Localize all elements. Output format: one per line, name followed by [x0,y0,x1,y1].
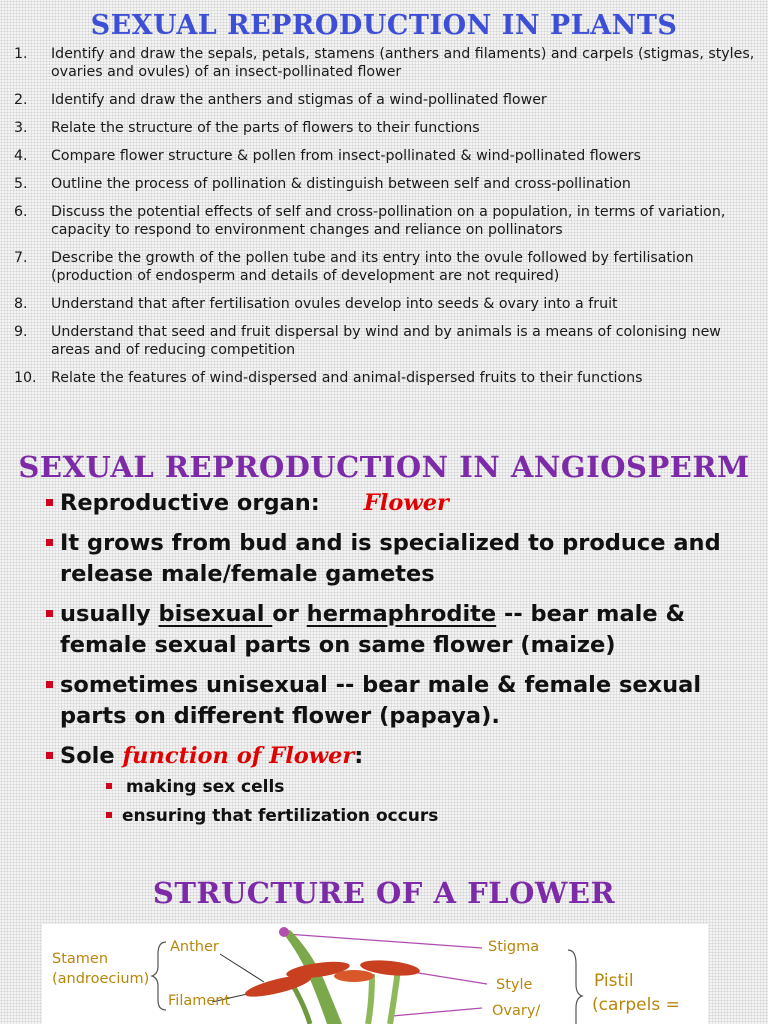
bullet-grows-from-bud [44,528,744,590]
function-term: function of Flower [122,743,355,769]
stigma-pointer [286,934,482,948]
bullet-text: It grows from bud and is specialized to produce and release male/female gametes [60,530,721,587]
list-item [14,369,759,387]
bullet-sole-function [44,741,744,772]
item-text: Relate the structure of the parts of flowers to their functions [51,120,480,136]
bullet-bisexual [44,599,744,661]
section-title-angiosperm: SEXUAL REPRODUCTION IN ANGIOSPERM [18,450,750,484]
list-item [14,119,759,137]
list-item [14,45,759,81]
angiosperm-bullets [44,488,744,834]
item-text: Outline the process of pollination & distinguish between self and cross-pollination [51,176,631,192]
label-ovary: Ovary/ [492,1003,541,1019]
item-number: 6. [14,204,28,220]
sub-bullet-fertilization [102,805,744,827]
bullet-label: Reproductive organ: [60,490,320,516]
bullet-text-post: -- bear male & female sexual parts on same flower (maize) [60,601,686,658]
label-stamen: Stamen [52,951,109,967]
filament-shape [368,974,372,1024]
item-number: 8. [14,296,28,312]
bullet-reproductive-organ [44,488,744,519]
anther-pointer [220,954,264,982]
anther-shape [334,970,374,982]
item-number: 2. [14,92,28,108]
term-hermaphrodite: hermaphrodite [306,601,497,627]
bullet-square-icon [46,681,53,688]
objectives-list [14,45,759,397]
item-number: 10. [14,370,37,386]
list-item [14,175,759,193]
bullet-square-icon [46,610,53,617]
item-text: Identify and draw the sepals, petals, stamens (anthers and filaments) and carpels (stigmas, styles, ovaries and ovules) of an insect-pollinated flower [51,46,755,80]
sub-bullet-sex-cells [102,776,744,798]
bullet-square-icon [46,499,53,506]
page-title: SEXUAL REPRODUCTION IN PLANTS [90,10,678,41]
stigma-tip [279,927,289,937]
label-stigma: Stigma [488,939,540,955]
stamen-brace [152,942,166,1010]
flower-diagram [42,924,708,1024]
sub-bullet-square-icon [106,783,112,789]
sub-bullet-square-icon [106,812,112,818]
ovary-pointer [392,1008,482,1016]
item-text: Identify and draw the anthers and stigmas of a wind-pollinated flower [51,92,547,108]
label-anther: Anther [170,939,219,955]
section-title-structure: STRUCTURE OF A FLOWER [152,876,616,910]
bullet-unisexual [44,670,744,732]
item-number: 7. [14,250,28,266]
filament-shape [292,984,310,1024]
list-item [14,323,759,359]
item-number: 9. [14,324,28,340]
bullet-text-post: : [354,743,364,769]
bullet-square-icon [46,752,53,759]
item-number: 5. [14,176,28,192]
item-number: 1. [14,46,28,62]
bullet-square-icon [46,539,53,546]
item-text: Relate the features of wind-dispersed and animal-dispersed fruits to their functions [51,370,643,386]
item-text: Describe the growth of the pollen tube and its entry into the ovule followed by fertilisation (production of endosperm and details of development are not required) [51,250,694,284]
label-pistil: Pistil [594,971,634,991]
bullet-text-pre: Sole [60,743,123,769]
item-text: Compare flower structure & pollen from insect-pollinated & wind-pollinated flowers [51,148,641,164]
bullet-text-pre: usually [60,601,159,627]
list-item [14,147,759,165]
pistil-brace [568,950,582,1024]
list-item [14,203,759,239]
sub-bullet-text: making sex cells [126,777,285,797]
bullet-text: sometimes unisexual -- bear male & female sexual parts on different flower (papaya). [60,672,702,729]
label-androecium: (androecium) [52,971,150,987]
list-item [14,295,759,313]
item-text: Discuss the potential effects of self and cross-pollination on a population, in terms of variation, capacity to respond to environment changes and reliance on pollinators [51,204,726,238]
flower-term: Flower [363,490,449,516]
label-carpels: (carpels = [592,995,680,1015]
item-text: Understand that after fertilisation ovules develop into seeds & ovary into a fruit [51,296,618,312]
label-style: Style [496,977,533,993]
item-number: 3. [14,120,28,136]
item-text: Understand that seed and fruit dispersal by wind and by animals is a means of colonising new areas and of reducing competition [51,324,721,358]
sub-bullet-text: ensuring that fertilization occurs [122,806,439,826]
list-item [14,91,759,109]
list-item [14,249,759,285]
bullet-text-mid: or [272,601,307,627]
label-filament: Filament [168,993,231,1009]
term-bisexual: bisexual [158,601,273,627]
item-number: 4. [14,148,28,164]
